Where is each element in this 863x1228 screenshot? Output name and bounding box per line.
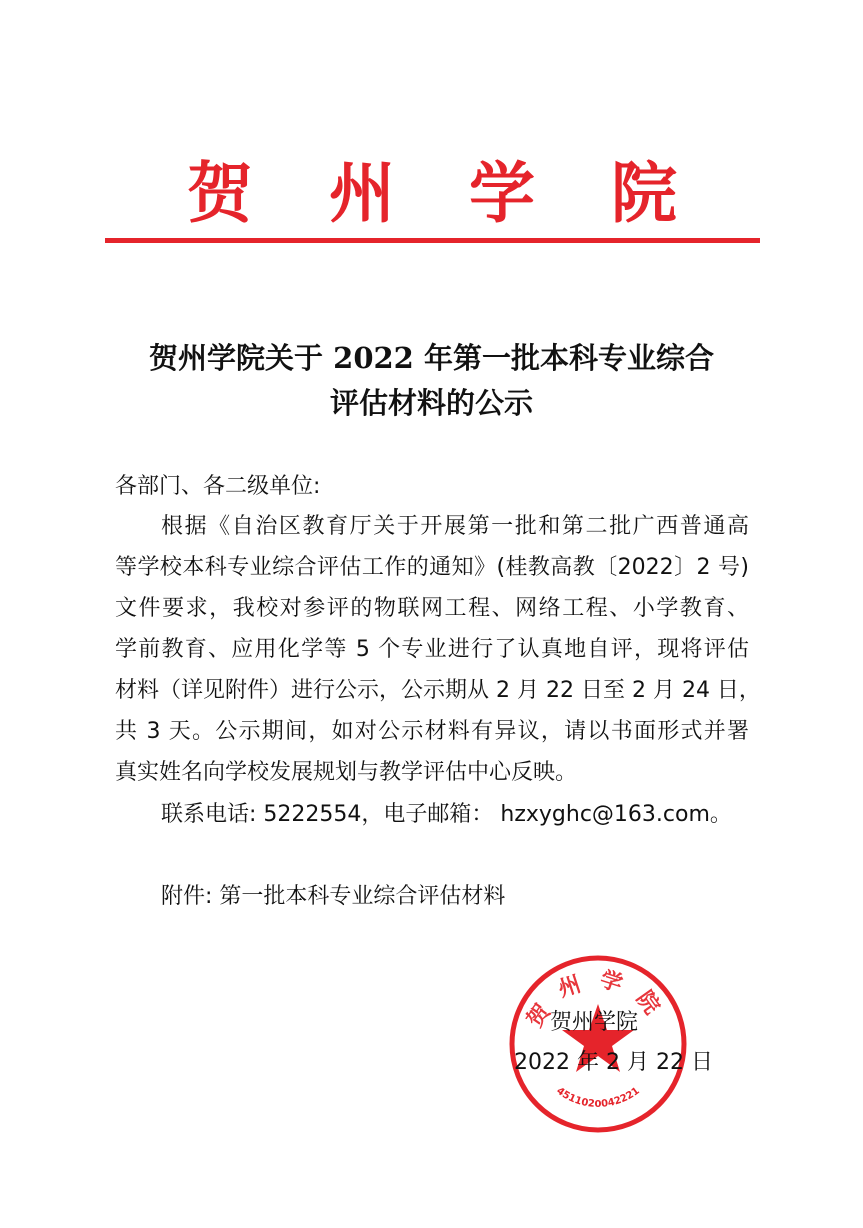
paragraph-line: 根据《自治区教育厅关于开展第一批和第二批广西普通高 <box>161 514 749 539</box>
paragraph-line: 文件要求，我校对参评的物联网工程、网络工程、小学教育、 <box>115 596 749 621</box>
letterhead <box>105 148 760 238</box>
signature-org: 贺州学院 <box>550 1010 639 1035</box>
paragraph-line: 共 3 天。公示期间，如对公示材料有异议，请以书面形式并署 <box>115 719 749 744</box>
paragraph-line: 等学校本科专业综合评估工作的通知》(桂教高教〔2022〕2 号) <box>115 555 749 580</box>
contact-info: 联系电话: 5222554，电子邮箱： hzxyghc@163.com。 <box>161 802 732 827</box>
seal-arc-text: 贺州学院 <box>522 967 674 1033</box>
paragraph-line: 材料（详见附件）进行公示，公示期从 2 月 22 日至 2 月 24 日， <box>115 678 761 703</box>
letterhead-char: 州 <box>329 154 395 232</box>
document-title-line-2: 评估材料的公示 <box>329 386 533 420</box>
paragraph-line: 真实姓名向学校发展规划与教学评估中心反映。 <box>115 760 578 785</box>
letterhead-divider <box>105 238 760 243</box>
letterhead-char: 贺 <box>187 154 253 232</box>
signature-date: 2022 年 2 月 22 日 <box>514 1050 713 1075</box>
paragraph-line: 学前教育、应用化学等 5 个专业进行了认真地自评，现将评估 <box>115 637 749 662</box>
document-title-line-1: 贺州学院关于 2022 年第一批本科专业综合 <box>149 341 714 375</box>
letterhead-char: 院 <box>611 154 677 232</box>
official-seal <box>506 952 690 1136</box>
seal-number: 4511020042221 <box>554 1085 642 1110</box>
letterhead-char: 学 <box>469 154 535 232</box>
attachment-note: 附件: 第一批本科专业综合评估材料 <box>161 884 506 909</box>
salutation: 各部门、各二级单位: <box>115 474 321 499</box>
